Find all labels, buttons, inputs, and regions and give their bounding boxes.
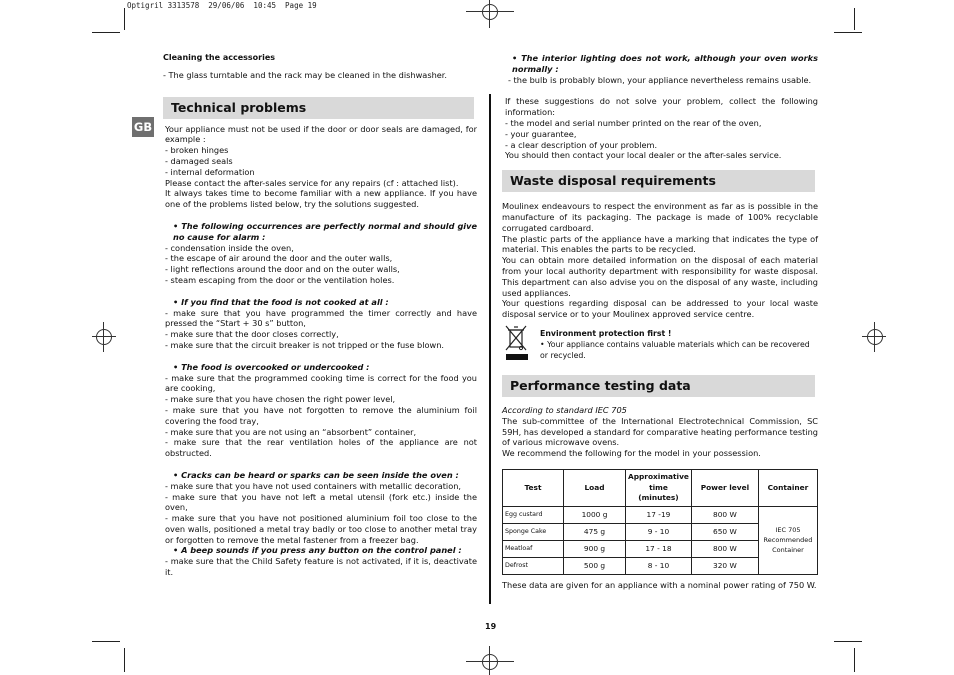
container-line2: Recommended [763, 536, 813, 545]
crop-mark [834, 641, 862, 642]
text-line: - light reflections around the door and on the outer walls, [165, 264, 400, 275]
cell-load: 900 g [564, 540, 626, 557]
header-time-line1: Approximative [628, 472, 689, 482]
cell-time: 8 - 10 [626, 557, 692, 574]
text-line: - broken hinges [165, 145, 229, 156]
performance-testing-title: Performance testing data [502, 375, 815, 397]
cleaning-heading: Cleaning the accessories [163, 53, 276, 62]
cleaning-text: - The glass turntable and the rack may be cleaned in the dishwasher. [163, 69, 448, 80]
cell-time: 17 - 18 [626, 540, 692, 557]
text-line: You should then contact your local dealer or the after-sales service. [505, 150, 782, 161]
lighting-followup [505, 96, 818, 161]
cell-time: 17 -19 [626, 506, 692, 523]
page-number: 19 [485, 622, 497, 631]
text-line: - make sure that you have not used containers with metallic decoration, [165, 480, 462, 491]
text-line: - damaged seals [165, 155, 233, 166]
text-paragraph: You can obtain more detailed information on the disposal of each material from your local authority department with responsibility for waste disposal. This department can also advise you on the disposal of any waste, including used appliances. [502, 255, 818, 298]
table-footnote: These data are given for an appliance with a nominal power rating of 750 W. [502, 579, 817, 590]
waste-disposal-title: Waste disposal requirements [502, 170, 815, 192]
subheading: • The interior lighting does not work, although your oven works normally : [512, 53, 818, 74]
text-line: - make sure that you have not forgotten to remove the aluminium foil covering the food tray, [165, 404, 477, 426]
crop-mark [834, 32, 862, 33]
text-line: Please contact the after-sales service for any repairs (cf : attached list). [165, 177, 459, 188]
cell-load: 500 g [564, 557, 626, 574]
text-line: - condensation inside the oven, [165, 242, 294, 253]
performance-table [502, 469, 818, 575]
environment-text: • Your appliance contains valuable materials which can be recovered or recycled. [540, 339, 810, 360]
cell-power: 800 W [691, 506, 758, 523]
technical-problems-title: Technical problems [163, 97, 474, 119]
cell-container [758, 506, 817, 574]
table-row [503, 506, 818, 523]
crop-mark [854, 8, 855, 30]
cell-test: Sponge Cake [503, 523, 564, 540]
crop-mark [854, 648, 855, 672]
right-column [502, 53, 818, 591]
waste-text [502, 201, 818, 320]
header-load: Load [564, 469, 626, 506]
cracks-sparks [165, 470, 477, 546]
crop-mark [124, 648, 125, 672]
not-cooked [165, 297, 477, 351]
text-line: - make sure that the programmed cooking time is correct for the food you are cooking, [165, 372, 477, 394]
text-line: - the model and serial number printed on the rear of the oven, [505, 117, 762, 128]
environment-heading: Environment protection first ! [540, 328, 672, 338]
text-line: - make sure that the Child Safety feature is not activated, if it is, deactivate it. [165, 556, 477, 578]
text-line: - steam escaping from the door or the ventilation holes. [165, 274, 395, 285]
cell-power: 800 W [691, 540, 758, 557]
language-tab: GB [132, 117, 154, 137]
overcooked [165, 362, 477, 459]
text-line: - make sure that you have not left a metal utensil (fork etc.) inside the oven, [165, 491, 477, 513]
crossed-bin-icon [502, 323, 530, 363]
cell-load: 1000 g [564, 506, 626, 523]
environment-box [502, 323, 818, 365]
cell-test: Meatloaf [503, 540, 564, 557]
standard-reference: According to standard IEC 705 [502, 404, 627, 415]
cell-time: 9 - 10 [626, 523, 692, 540]
crop-mark [124, 8, 125, 30]
print-header: Optigril 3313578 29/06/06 10:45 Page 19 [127, 1, 317, 10]
text-line: - make sure that you are not using an “absorbent” container, [165, 426, 417, 437]
text-paragraph: The sub-committee of the International Electrotechnical Commission, SC 59H, has developed a standard for comparative heating performance testing of various microwave ovens. [502, 415, 818, 448]
column-divider [489, 94, 491, 604]
text-line: - make sure that the door closes correctly, [165, 329, 339, 340]
text-line: - internal deformation [165, 166, 255, 177]
subheading: • Cracks can be heard or sparks can be seen inside the oven : [173, 469, 459, 480]
technical-intro [165, 124, 477, 210]
crop-mark [92, 32, 120, 33]
container-line1: IEC 705 [775, 526, 801, 535]
text-line: - your guarantee, [505, 128, 577, 139]
text-line: - a clear description of your problem. [505, 139, 658, 150]
text-line: It always takes time to become familiar with a new appliance. If you have one of the problems listed below, try the solutions suggested. [165, 188, 477, 210]
lighting [502, 53, 818, 85]
text-line: Your appliance must not be used if the door or door seals are damaged, for example : [165, 123, 477, 145]
cell-power: 650 W [691, 523, 758, 540]
header-test: Test [503, 469, 564, 506]
cell-test: Defrost [503, 557, 564, 574]
table-header-row [503, 469, 818, 506]
header-time-line2: time [649, 482, 668, 492]
normal-occurrences [165, 221, 477, 286]
text-line: - make sure that you have programmed the timer correctly and have pressed the “Start + 30 s” button, [165, 307, 477, 329]
text-line: - make sure that the circuit breaker is not tripped or the fuse blown. [165, 339, 445, 350]
text-line: - the bulb is probably blown, your appliance nevertheless remains usable. [508, 74, 812, 85]
left-column [163, 53, 477, 578]
header-time [626, 469, 692, 506]
text-line: - the escape of air around the door and the outer walls, [165, 253, 393, 264]
text-line: - make sure that you have chosen the right power level, [165, 394, 396, 405]
text-line: - make sure that you have not positioned aluminium foil too close to the oven walls, positioned a metal tray badly or too close to another metal tray or forgotten to remove the metal fastener from a freezer bag. [165, 513, 477, 545]
beep-sounds [165, 545, 477, 577]
cell-power: 320 W [691, 557, 758, 574]
subheading: • A beep sounds if you press any button on the control panel : [173, 545, 462, 556]
header-time-line3: (minutes) [638, 493, 679, 503]
cell-test: Egg custard [503, 506, 564, 523]
subheading: • The food is overcooked or undercooked : [173, 361, 370, 372]
text-paragraph: Moulinex endeavours to respect the environment as far as is possible in the manufacture of its packaging. The package is made of 100% recyclable corrugated cardboard. [502, 201, 818, 233]
text-line: If these suggestions do not solve your problem, collect the following information: [505, 96, 818, 118]
header-power: Power level [691, 469, 758, 506]
container-line3: Container [772, 546, 804, 555]
header-container: Container [758, 469, 817, 506]
subheading: • The following occurrences are perfectly normal and should give no cause for alarm : [173, 220, 477, 242]
text-paragraph: We recommend the following for the model in your possession. [502, 448, 761, 459]
text-paragraph: The plastic parts of the appliance have a marking that indicates the type of material. This enables the parts to be recycled. [502, 233, 818, 255]
crop-mark [92, 641, 120, 642]
subheading: • If you find that the food is not cooked at all : [173, 296, 389, 307]
text-line: - make sure that the rear ventilation holes of the appliance are not obstructed. [165, 437, 477, 459]
text-paragraph: Your questions regarding disposal can be addressed to your local waste disposal service or to your Moulinex approved service centre. [502, 298, 818, 320]
cell-load: 475 g [564, 523, 626, 540]
